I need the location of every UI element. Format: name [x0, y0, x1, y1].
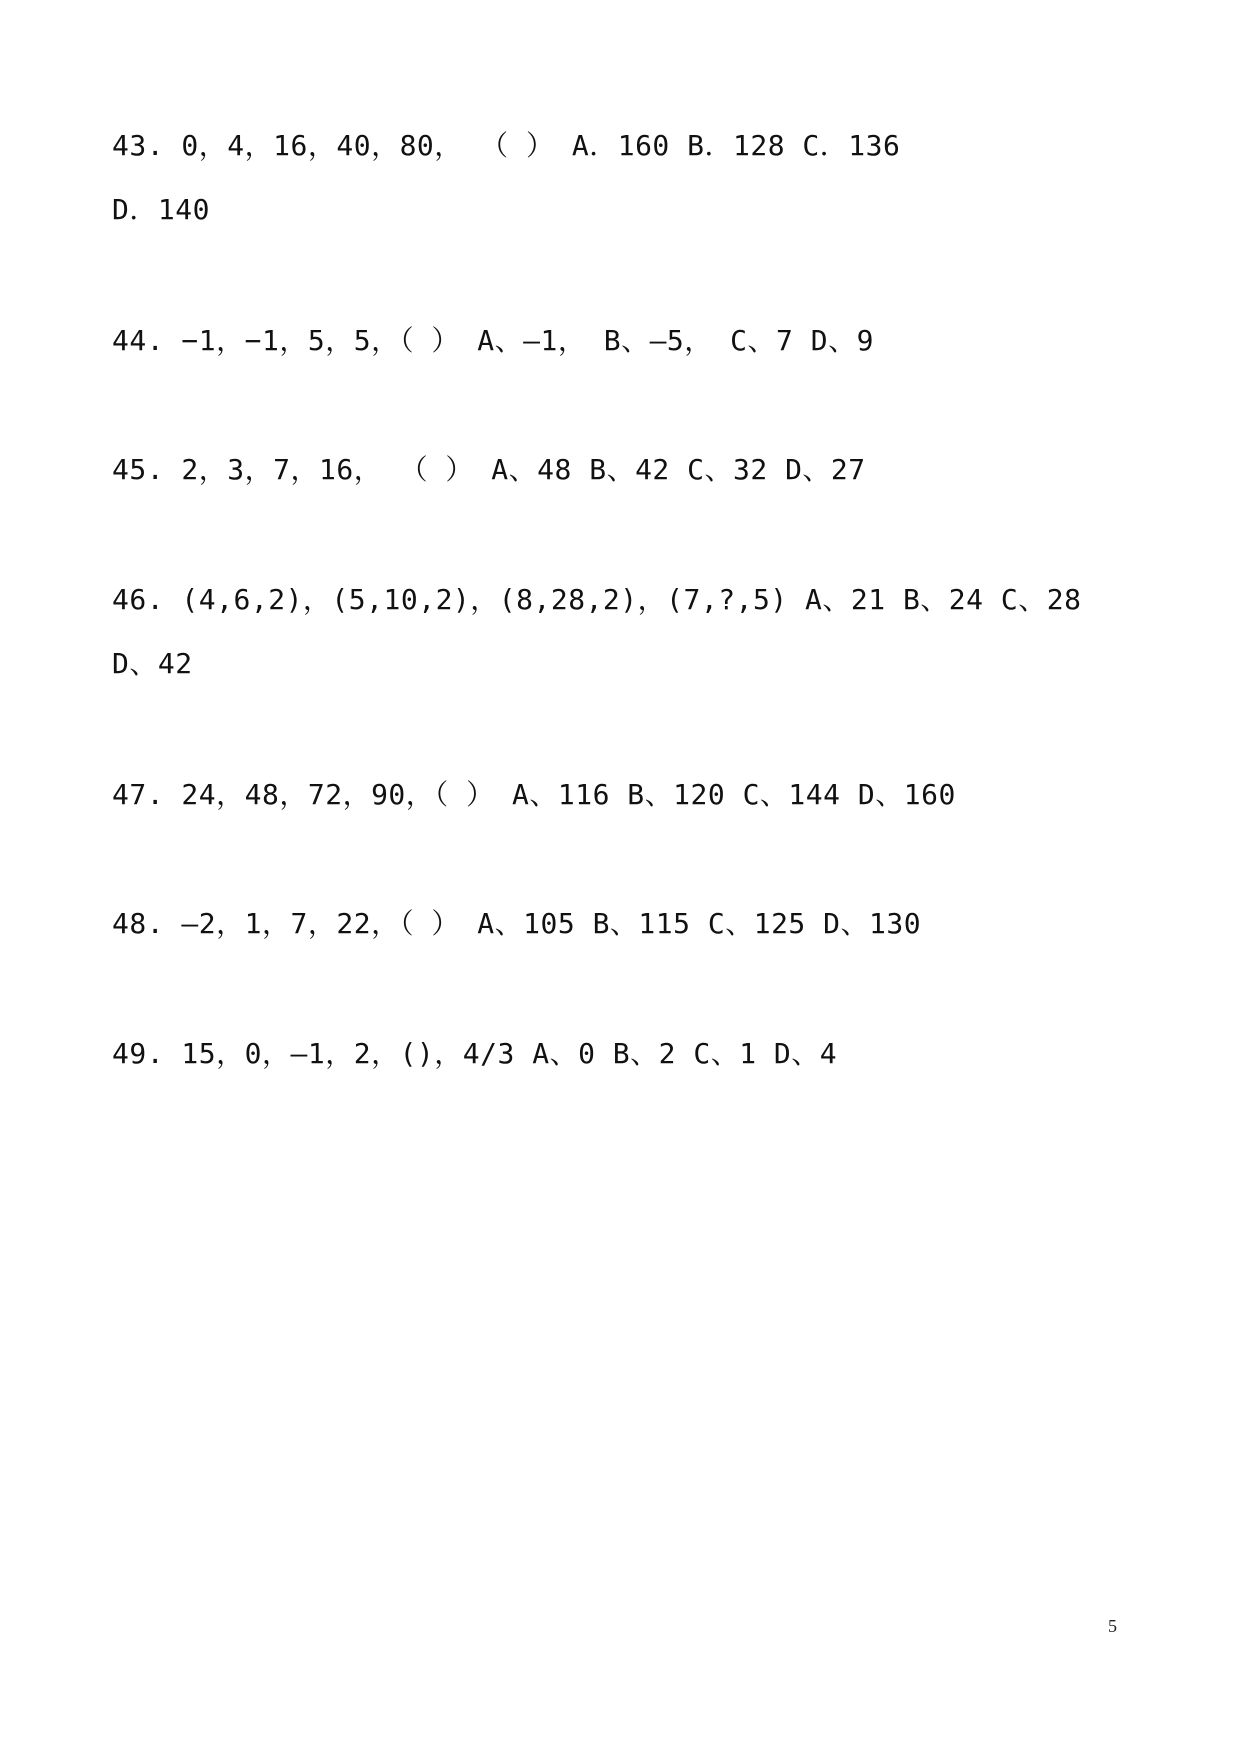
question-47-line-1: 47. 24，48，72，90，（ ） A、116 B、120 C、144 D、160 — [112, 778, 956, 811]
question-48-line-1: 48. —2，1，7，22，（ ） A、105 B、115 C、125 D、130 — [112, 907, 922, 940]
question-43 — [112, 114, 1152, 242]
question-49-line-1: 49. 15，0，—1，2，()，4/3 A、0 B、2 C、1 D、4 — [112, 1037, 838, 1070]
question-49 — [112, 1022, 1152, 1086]
question-48 — [112, 892, 1152, 956]
question-43-line-1: 43. 0，4，16，40，80， （ ） A．160 B．128 C．136 — [112, 129, 901, 162]
question-45 — [112, 438, 1152, 502]
question-44 — [112, 309, 1152, 373]
question-44-line-1: 44. −1，−1，5，5，（ ） A、—1， B、—5， C、7 D、9 — [112, 324, 874, 357]
question-47 — [112, 763, 1152, 827]
page-number: 5 — [1108, 1616, 1117, 1636]
question-46 — [112, 568, 1152, 696]
question-45-line-1: 45. 2，3，7，16， （ ） A、48 B、42 C、32 D、27 — [112, 453, 866, 486]
question-46-line-2: D、42 — [112, 647, 193, 680]
question-43-line-2: D．140 — [112, 193, 210, 226]
question-46-line-1: 46. (4,6,2)，(5,10,2)，(8,28,2)，(7,?,5) A、21 B、24 C、28 — [112, 583, 1082, 616]
